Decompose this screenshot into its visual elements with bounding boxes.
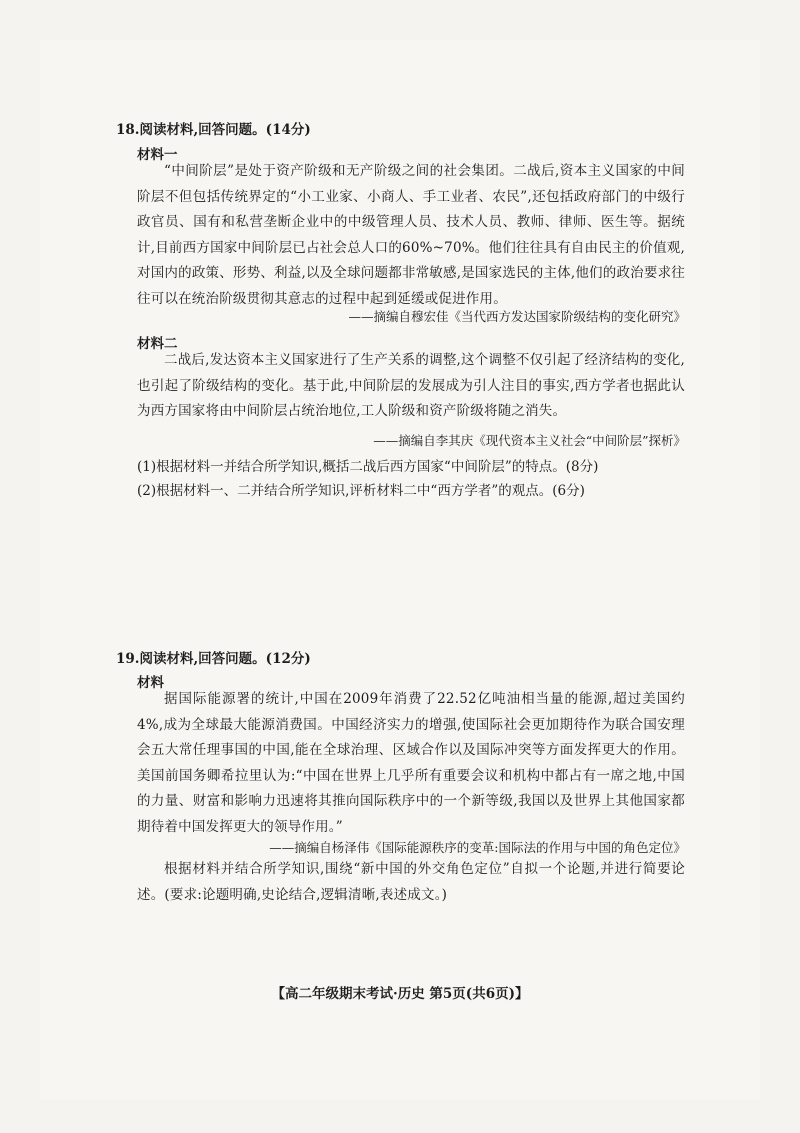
material-heading: 材料 <box>137 675 164 691</box>
material-2-text: 二战后,发达资本主义国家进行了生产关系的调整,这个调整不仅引起了经济结构的变化,也引起了阶级结构的变化。基于此,中间阶层的发展成为引人注目的事实,西方学者也据此认为西方国家将由中间阶层占统治地位,工人阶级和资产阶级将随之消失。 <box>137 352 685 420</box>
page-footer: 【高二年级期末考试·历史 第5页(共6页)】 <box>271 986 529 1002</box>
material-1-heading: 材料一 <box>137 147 178 163</box>
question-19-title: 19.阅读材料,回答问题。(12分) <box>116 651 311 667</box>
question-19-instruction: 根据材料并结合所学知识,围绕“新中国的外交角色定位”自拟一个论题,并进行简要论述。(要求:论题明确,史论结合,逻辑清晰,表述成文。) <box>137 861 685 903</box>
material-source: ——摘编自杨泽伟《国际能源秩序的变革:国际法的作用与中国的角色定位》 <box>269 840 686 855</box>
material-1-text: “中间阶层”是处于资产阶级和无产阶级之间的社会集团。二战后,资本主义国家的中间阶层不但包括传统界定的“小工业家、小商人、手工业者、农民”,还包括政府部门的中级行政官员、国有和私营垄断企业中的中级管理人员、技术人员、教师、律师、医生等。据统计,目前西方国家中间阶层已占社会总人口的60%~70%。他们往往具有自由民主的价值观,对国内的政策、形势、利益,以及全球问题都非常敏感,是国家选民的主体,他们的政治要求往往可以在统治阶级贯彻其意志的过程中起到延缓或促进作用。 <box>137 163 685 307</box>
material-1-source: ——摘编自穆宏佳《当代西方发达国家阶级结构的变化研究》 <box>348 309 686 324</box>
material-2-source: ——摘编自李其庆《现代资本主义社会“中间阶层”探析》 <box>373 433 686 448</box>
material-text: 据国际能源署的统计,中国在2009年消费了22.52亿吨油相当量的能源,超过美国约4%,成为全球最大能源消费国。中国经济实力的增强,使国际社会更加期待作为联合国安理会五大常任理事国的中国,能在全球治理、区域合作以及国际冲突等方面发挥更大的作用。美国前国务卿希拉里认为:“中国在世界上几乎所有重要会议和机构中都占有一席之地,中国的力量、财富和影响力迅速将其推向国际秩序中的一个新等级,我国以及世界上其他国家都期待着中国发挥更大的领导作用。” <box>137 691 685 835</box>
question-18-part-2: (2)根据材料一、二并结合所学知识,评析材料二中“西方学者”的观点。(6分) <box>137 483 585 499</box>
question-18-part-1: (1)根据材料一并结合所学知识,概括二战后西方国家“中间阶层”的特点。(8分) <box>137 459 599 475</box>
question-18-title: 18.阅读材料,回答问题。(14分) <box>116 122 311 138</box>
material-2-heading: 材料二 <box>137 336 178 352</box>
